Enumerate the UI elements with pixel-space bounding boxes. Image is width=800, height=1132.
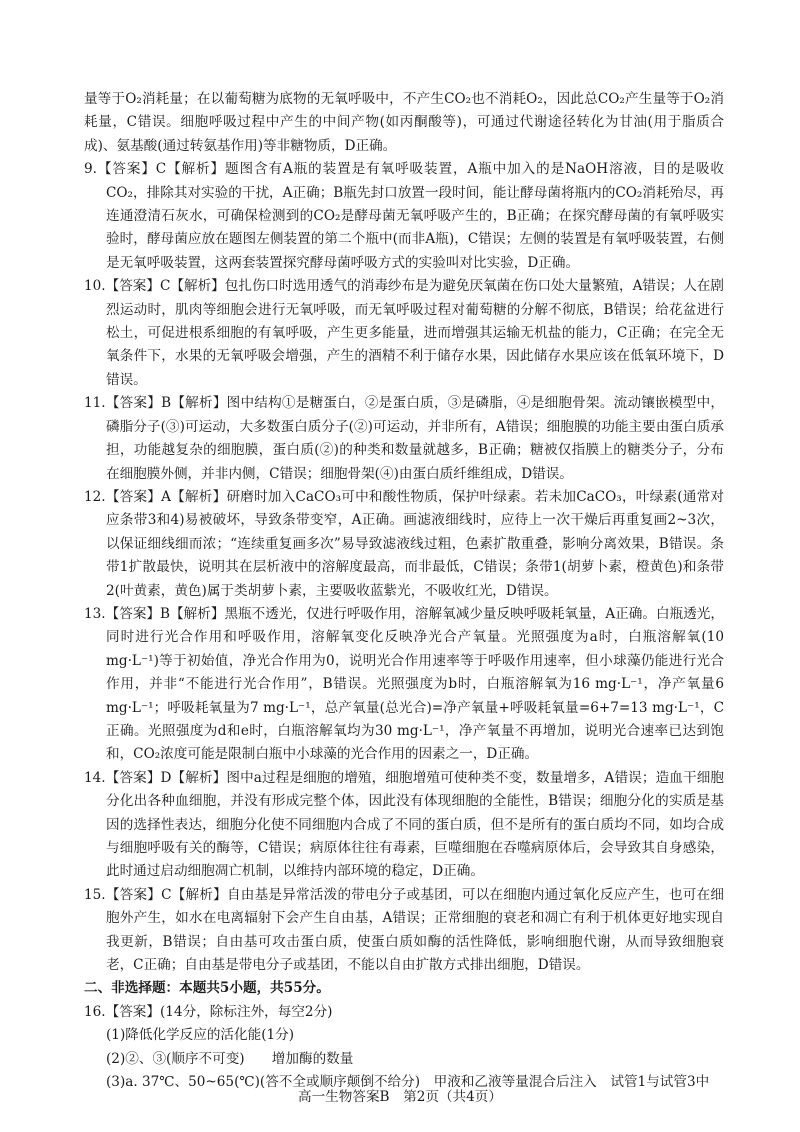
answer-content xyxy=(84,88,724,1094)
answer-9: 9.【答案】C【解析】题图含有A瓶的装置是有氧呼吸装置，A瓶中加入的是NaOH溶液，目的是吸收CO₂，排除其对实验的干扰，A正确；B瓶先封口放置一段时间，能让酵母菌将瓶内的CO₂消耗殆尽，再连通澄清石灰水，可确保检测到的CO₂是酵母菌无氧呼吸产生的，B正确；在探究酵母菌的有氧呼吸实验时，酵母菌应放在题图左侧装置的第二个瓶中(而非A瓶)，C错误；左侧的装置是有氧呼吸装置，右侧是无氧呼吸装置，这两套装置探究酵母菌呼吸方式的实验叫对比实验，D正确。 xyxy=(84,161,724,271)
answer-12: 12.【答案】A【解析】研磨时加入CaCO₃可中和酸性物质，保护叶绿素。若未加CaCO₃，叶绿素(通常对应条带3和4)易被破坏，导致条带变窄，A正确。画滤液细线时，应待上一次干燥后再重复画2~3次，以保证细线细而浓；“连续重复画多次”易导致滤液线过粗，色素扩散重叠，影响分离效果，B错误。条带1扩散最快，说明其在层析液中的溶解度最高，而非最低，C错误；条带1(胡萝卜素，橙黄色)和条带2(叶黄素，黄色)属于类胡萝卜素，主要吸收蓝紫光，不吸收红光，D错误。 xyxy=(84,488,724,599)
answer-16-part-3: (3)a. 37℃、50~65(℃)(答不全或顺序颠倒不给分) 甲液和乙液等量混合后注入 试管1与试管3中 xyxy=(106,1074,710,1091)
page-footer: 高一生物答案B 第2页（共4页） xyxy=(297,1089,502,1105)
answer-10: 10.【答案】C【解析】包扎伤口时选用透气的消毒纱布是为避免厌氧菌在伤口处大量繁殖，A错误；人在剧烈运动时，肌肉等细胞会进行无氧呼吸，而无氧呼吸过程对葡萄糖的分解不彻底，B错误；给花盆进行松土，可促进根系细胞的有氧呼吸，产生更多能量，进而增强其运输无机盐的能力，C正确；在完全无氧条件下，水果的无氧呼吸会增强，产生的酒精不利于储存水果，因此储存水果应该在低氧环境下，D错误。 xyxy=(84,278,724,388)
answer-11: 11.【答案】B【解析】图中结构①是糖蛋白，②是蛋白质，③是磷脂，④是细胞骨架。流动镶嵌模型中，磷脂分子(③)可运动，大多数蛋白质分子(②)可运动，并非所有，A错误；细胞膜的功能主要由蛋白质承担，功能越复杂的细胞膜，蛋白质(②)的种类和数量就越多，B正确；糖被仅指膜上的糖类分子，分布在细胞膜外侧，并非内侧，C错误；细胞骨架(④)由蛋白质纤维组成，D错误。 xyxy=(84,395,724,482)
answer-15: 15.【答案】C【解析】自由基是异常活泼的带电分子或基团，可以在细胞内通过氧化反应产生，也可在细胞外产生，如水在电离辐射下会产生自由基，A错误；正常细胞的衰老和凋亡有利于机体更好地实现自我更新，B错误；自由基可攻击蛋白质，使蛋白质如酶的活性降低，影响细胞代谢，从而导致细胞衰老，C正确；自由基是带电分子或基团，不能以自由扩散方式排出细胞，D错误。 xyxy=(84,886,724,974)
paragraph-continuation: 量等于O₂消耗量；在以葡萄糖为底物的无氧呼吸中，不产生CO₂也不消耗O₂，因此总CO₂产生量等于O₂消耗量，C错误。细胞呼吸过程中产生的中间产物(如丙酮酸等)，可通过代谢途径转化为甘油(用于脂质合成)、氨基酸(通过转氨基作用)等非糖物质，D正确。 xyxy=(84,91,724,154)
answer-16-part-1: (1)降低化学反应的活化能(1分) xyxy=(106,1027,295,1044)
answer-13: 13.【答案】B【解析】黑瓶不透光，仅进行呼吸作用，溶解氧减少量反映呼吸耗氧量，A正确。白瓶透光，同时进行光合作用和呼吸作用，溶解氧变化反映净光合产氧量。光照强度为a时，白瓶溶解氧(10 mg·L⁻¹)等于初始值，净光合作用为0，说明光合作用速率等于呼吸作用速率，但小球藻仍能进行光合作用，并非“不能进行光合作用”，B错误。光照强度为b时，白瓶溶解氧为16 mg·L⁻¹，净产氧量6 mg·L⁻¹；呼吸耗氧量为7 mg·L⁻¹，总产氧量(总光合)=净产氧量+呼吸耗氧量=6+7=13 mg·L⁻¹，C正确。光照强度为d和e时，白瓶溶解氧均为30 mg·L⁻¹，净产氧量不再增加，说明光合速率已达到饱和，CO₂浓度可能是限制白瓶中小球藻的光合作用的因素之一，D正确。 xyxy=(84,605,724,763)
section-heading: 二、非选择题：本题共5小题，共55分。 xyxy=(84,980,330,997)
answer-16-part-2: (2)②、③(顺序不可变) 增加酶的数量 xyxy=(106,1050,354,1067)
answer-16: 16.【答案】(14分，除标注外，每空2分) xyxy=(84,1003,333,1020)
answer-14: 14.【答案】D【解析】图中a过程是细胞的增殖，细胞增殖可使种类不变，数量增多，A错误；造血干细胞分化出各种血细胞，并没有形成完整个体，因此没有体现细胞的全能性，B错误；细胞分化的实质是基因的选择性表达，细胞分化使不同细胞内合成了不同的蛋白质，但不是所有的蛋白质均不同，如均合成与细胞呼吸有关的酶等，C错误；病原体往往有毒素，巨噬细胞在吞噬病原体后，会导致其自身感染，此时通过启动细胞凋亡机制，以维持内部环境的稳定，D正确。 xyxy=(84,769,724,880)
